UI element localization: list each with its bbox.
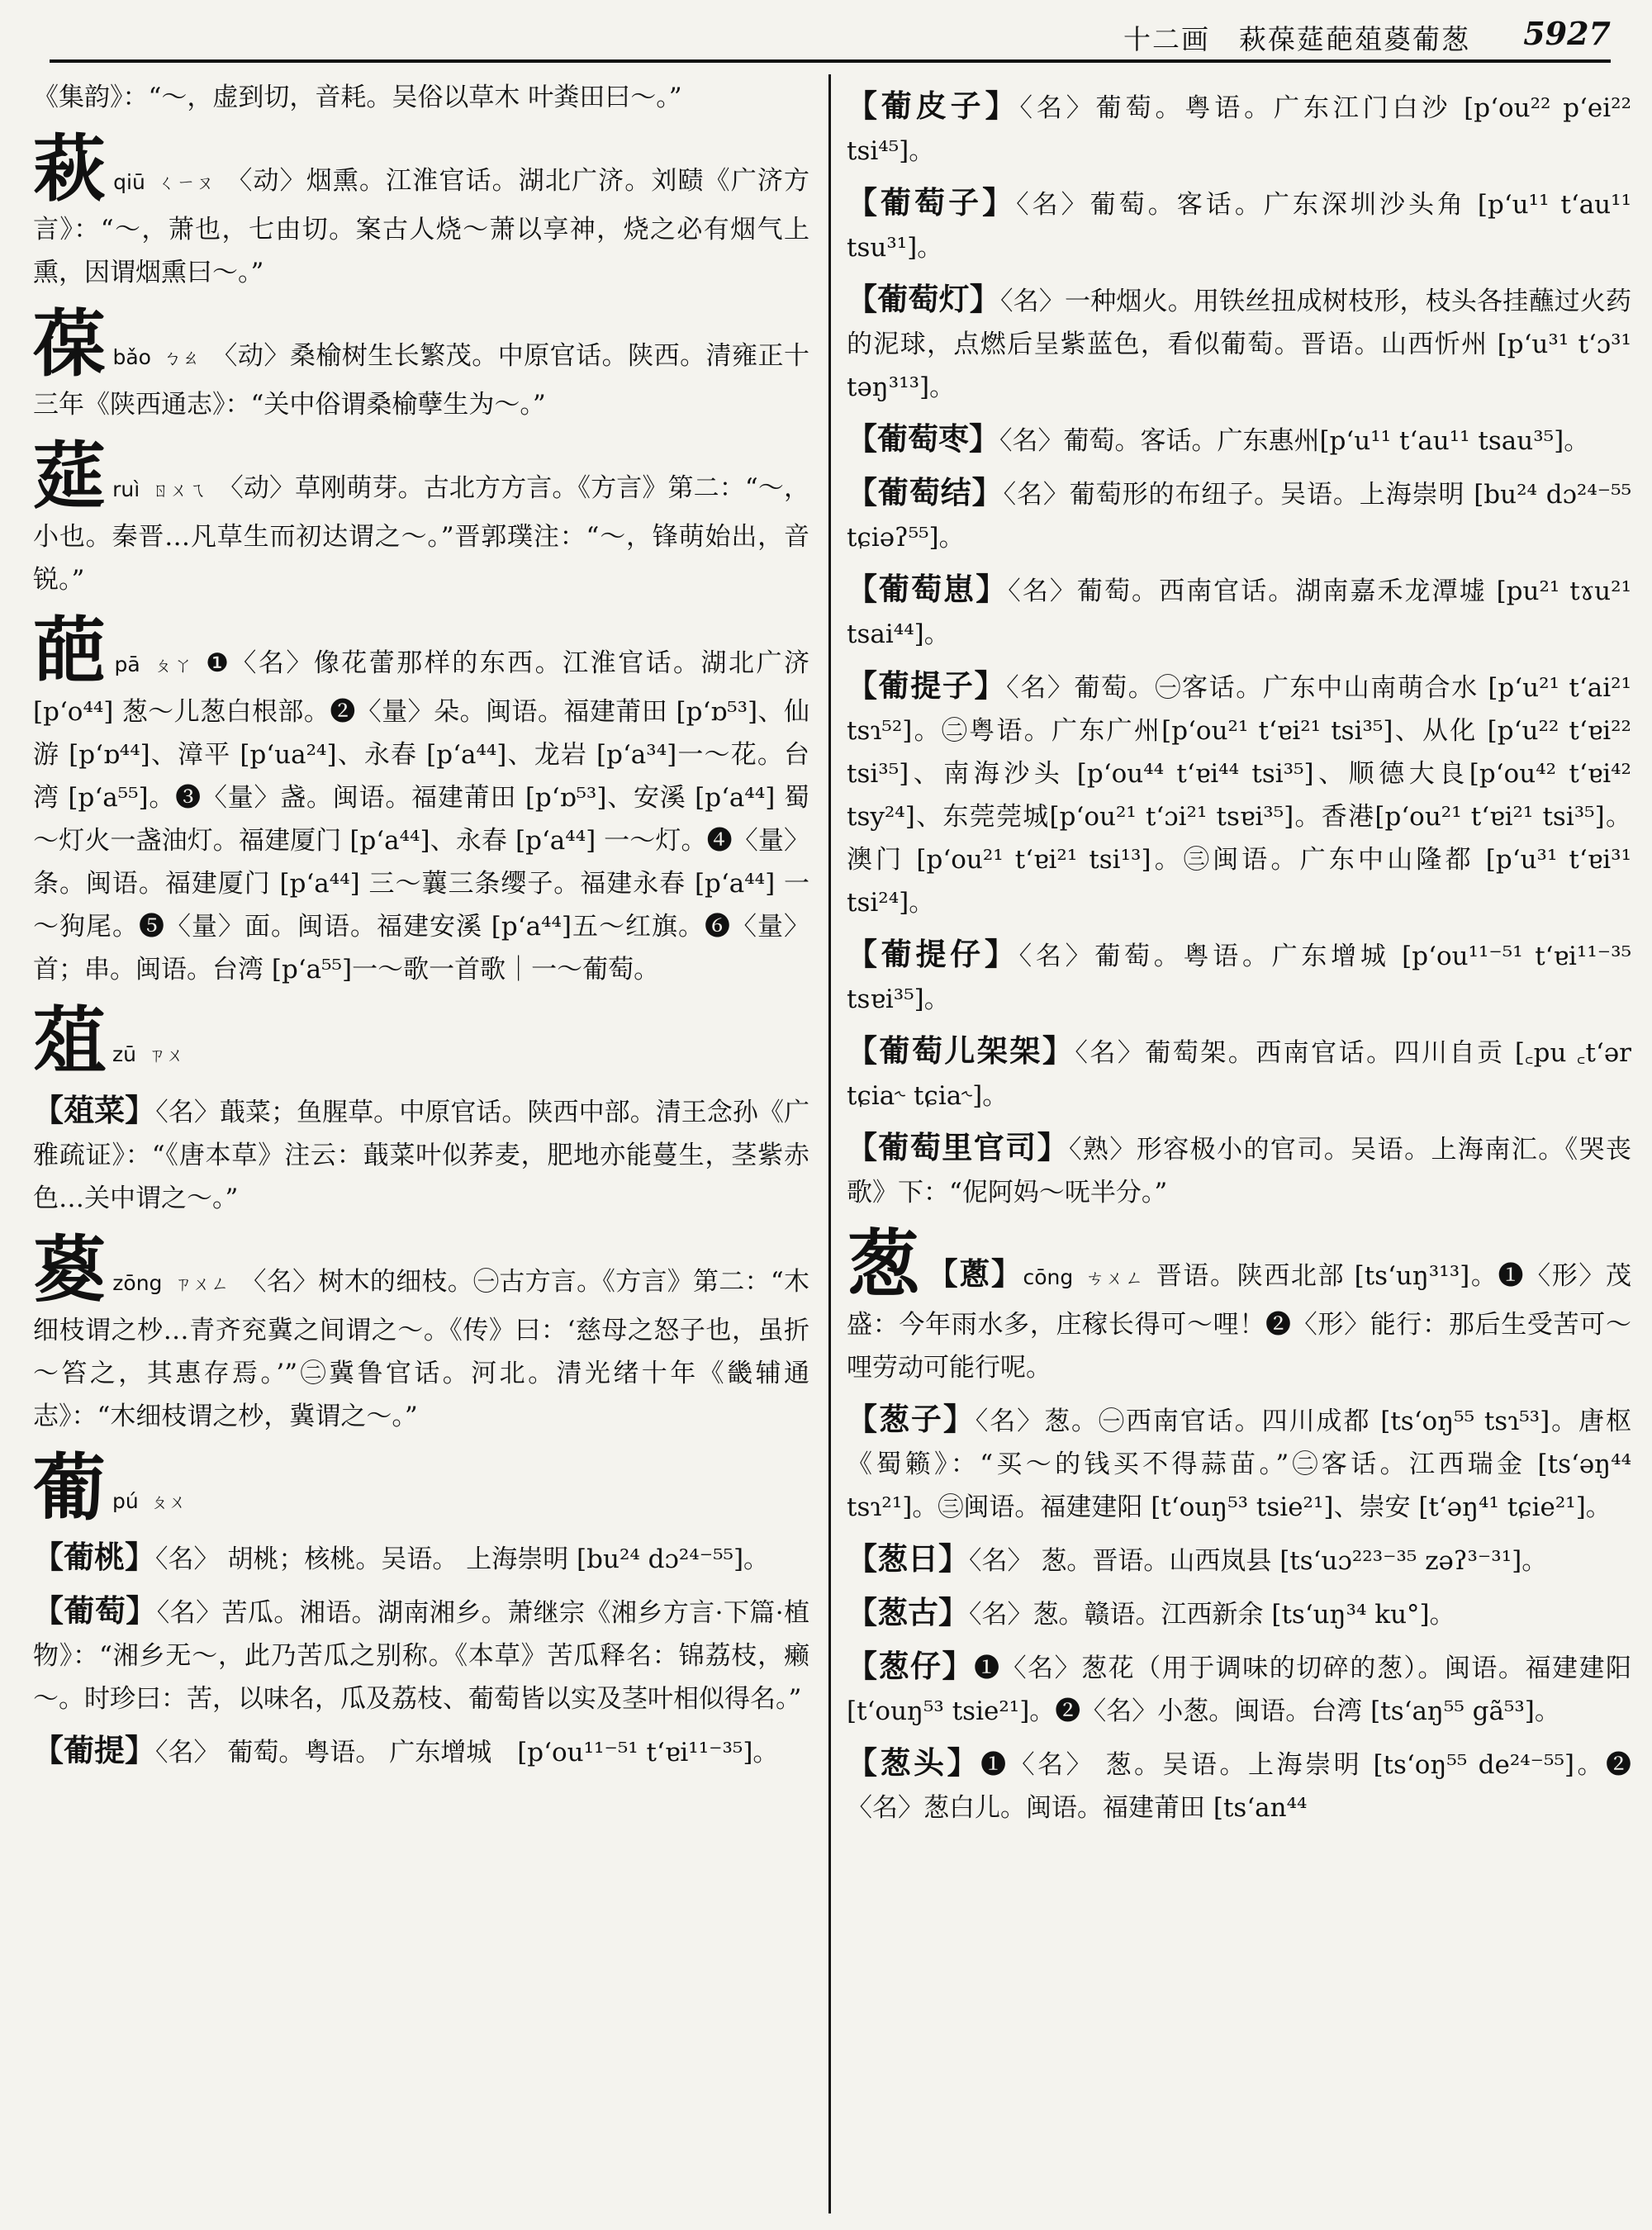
pinyin: qiū	[113, 170, 145, 194]
headchar: 葱	[847, 1221, 921, 1307]
entry-qiu	[33, 126, 809, 294]
definition: 〈动〉草刚萌芽。古北方方言。《方言》第二：“～，小也。秦晋…凡草生而初达谓之～。”晋郭璞注：“～，锋萌始出，音锐。”	[33, 473, 809, 595]
headchar: 葡	[33, 1445, 107, 1530]
zhuyin: ㄘㄨㄥ	[1085, 1269, 1145, 1289]
subentry-head: 【葡提仔】	[847, 936, 1019, 972]
subentry-definition: 〈名〉葡萄。粤语。广东江门白沙 [p‘ou²² p‘ei²² tsi⁴⁵]。	[847, 93, 1631, 166]
sub-entry	[33, 1535, 809, 1581]
right-column	[847, 76, 1631, 1834]
entry-cong	[847, 1221, 1631, 1389]
subentry-head: 【葡萄子】	[847, 184, 1017, 221]
subentry-definition: 〈名〉 葱。晋语。山西岚县 [ts‘uɔ²²³⁻³⁵ zəʔ³⁻³¹]。	[969, 1546, 1548, 1576]
subentry-head: 【葡萄里官司】	[847, 1129, 1069, 1165]
subentry-definition: 〈名〉葡萄架。西南官话。四川自贡 [꜀pu ꜀t‘ər tɕia˞ tɕia˞]。	[847, 1038, 1631, 1111]
subentry-head: 【葡皮子】	[847, 88, 1020, 124]
pinyin: zū	[112, 1042, 136, 1066]
zhuyin: ㄆㄨ	[150, 1492, 187, 1513]
sub-entry	[847, 278, 1631, 409]
subentry-definition: 〈名〉葡萄形的布纽子。吴语。上海崇明 [bu²⁴ dɔ²⁴⁻⁵⁵ tɕiəʔ⁵⁵]。	[847, 480, 1631, 553]
subentry-head: 【葡提】	[33, 1732, 155, 1768]
entry-rui	[33, 433, 809, 601]
definition: 〈动〉烟熏。江淮官话。湖北广济。刘赜《广济方言》：“～，萧也，七由切。案古人烧～萧以享神，烧之必有烟气上熏，因谓烟熏曰～。”	[33, 166, 809, 287]
continuation-text: 《集韵》：“～，虚到切，音耗。吴俗以草木 叶粪田曰～。”	[33, 83, 682, 112]
subentry-head: 【葱子】	[847, 1401, 976, 1437]
sub-entry	[847, 567, 1631, 656]
variant-char: 【蔥】	[927, 1255, 1023, 1292]
subentry-head: 【葡桃】	[33, 1539, 155, 1575]
subentry-head: 【葡萄灯】	[847, 281, 1000, 317]
entry-zong	[33, 1226, 809, 1438]
subentry-definition: 〈名〉葡萄。㊀客话。广东中山南萌合水 [p‘u²¹ t‘ai²¹ tsɿ⁵²]。㊁粤语。广东广州[p‘ou²¹ t‘ɐi²¹ tsi³⁵]、从化 [p‘u²² t‘ɐi²² tsi³⁵]、南海沙头 [p‘ou⁴⁴ t‘ɐi⁴⁴ tsi³⁵]、顺德大良[p‘ou⁴² t‘ɐi⁴² tsy²⁴]、东莞莞城[p‘ou²¹ t‘ɔi²¹ tsɐi³⁵]。香港[p‘ou²¹ t‘ɐi²¹ tsi³⁵]。澳门 [p‘ou²¹ t‘ɐi²¹ tsi¹³]。㊂闽语。广东中山隆都 [p‘u³¹ t‘ɐi³¹ tsi²⁴]。	[847, 673, 1631, 918]
definition: 〈动〉桑榆树生长繁茂。中原官话。陕西。清雍正十三年《陕西通志》：“关中俗谓桑榆孽生为～。”	[33, 341, 809, 420]
sub-entry	[33, 1589, 809, 1720]
subentry-definition: 〈名〉苦瓜。湘语。湖南湘乡。萧继宗《湘乡方言·下篇·植物》：“湘乡无～，此乃苦瓜之别称。《本草》苦瓜释名：锦荔枝，癞～。时珍曰：苦，以味名，瓜及荔枝、葡萄皆以实及茎叶相似得名。”	[33, 1598, 809, 1714]
sub-entry	[847, 664, 1631, 924]
page-header	[50, 0, 1611, 61]
subentry-definition: 〈名〉葡萄。客话。广东惠州[p‘u¹¹ t‘au¹¹ tsau³⁵]。	[999, 426, 1590, 456]
subentry-definition: 〈名〉葱。赣语。江西新余 [ts‘uŋ³⁴ ku°]。	[969, 1600, 1455, 1630]
pinyin: pú	[112, 1489, 139, 1513]
subentry-head: 【葱头】	[847, 1744, 981, 1781]
headchar: 葅	[33, 998, 107, 1084]
subentry-definition: 〈名〉一种烟火。用铁丝扭成树枝形，枝头各挂蘸过火药的泥球，点燃后呈紫蓝色，看似葡萄。晋语。山西忻州 [p‘u³¹ t‘ɔ³¹ təŋ³¹³]。	[847, 287, 1631, 402]
subentry-head: 【葡提子】	[847, 667, 1007, 704]
subentry-head: 【葡萄枣】	[847, 420, 999, 457]
subentry-definition: 〈名〉 葡萄。粤语。 广东增城 [p‘ou¹¹⁻⁵¹ t‘ɐi¹¹⁻³⁵]。	[155, 1738, 779, 1767]
subentry-head: 【葱仔】	[847, 1648, 975, 1684]
subentry-definition: 〈名〉葡萄。西南官话。湖南嘉禾龙潭墟 [pu²¹ tɤu²¹ tsai⁴⁴]。	[847, 576, 1631, 649]
page-number: 5927	[1523, 15, 1611, 52]
headchar: 葼	[33, 1226, 107, 1312]
entry-pa	[33, 608, 809, 991]
subentry-head: 【葡萄儿架架】	[847, 1032, 1075, 1069]
sub-entry	[847, 932, 1631, 1021]
zhuyin: ㄅㄠ	[162, 349, 201, 369]
subentry-definition: ❶〈名〉 葱。吴语。上海崇明 [ts‘oŋ⁵⁵ de²⁴⁻⁵⁵]。❷〈名〉葱白儿。闽语。福建莆田 [ts‘an⁴⁴	[847, 1750, 1631, 1823]
subentry-head: 【葡萄】	[33, 1592, 157, 1629]
subentry-definition: 〈名〉蕺菜；鱼腥草。中原官话。陕西中部。清王念孙《广雅疏证》：“《唐本草》注云：蕺菜叶似荞麦，肥地亦能蔓生，茎紫赤色…关中谓之～。”	[33, 1098, 809, 1213]
subentry-head: 【葡萄结】	[847, 474, 1004, 510]
sub-entry	[847, 417, 1631, 463]
sub-entry	[847, 84, 1631, 173]
subentry-definition: 〈熟〉形容极小的官司。吴语。上海南汇。《哭丧歌》下：“伲阿妈～呒半分。”	[847, 1135, 1631, 1208]
sub-entry	[847, 1741, 1631, 1829]
subentry-head: 【葡萄崽】	[847, 571, 1009, 607]
zhuyin: ㄆㄚ	[151, 656, 195, 676]
sub-entry	[847, 1537, 1631, 1582]
subentry-head: 【葱古】	[847, 1594, 969, 1630]
headchar: 萩	[33, 126, 107, 211]
subentry-definition: ❶〈名〉葱花（用于调味的切碎的葱）。闽语。福建建阳 [t‘ouŋ⁵³ tsie²¹]。❷〈名〉小葱。闽语。台湾 [ts‘aŋ⁵⁵ gã⁵³]。	[847, 1654, 1631, 1726]
entry-zu	[33, 998, 809, 1084]
header-title: 十二画 萩葆莚葩葅葼葡葱	[1123, 23, 1470, 55]
headchar: 莚	[33, 433, 107, 519]
zhuyin: ㄑㄧㄡ	[156, 173, 216, 194]
sub-entry	[33, 1729, 809, 1774]
sub-entry	[847, 1126, 1631, 1214]
sub-entry	[847, 1397, 1631, 1529]
header-rule	[50, 59, 1611, 63]
entry-pu	[33, 1445, 809, 1530]
sub-entry	[847, 1029, 1631, 1117]
subentry-head: 【葱日】	[847, 1540, 969, 1577]
sub-entry	[847, 471, 1631, 559]
subentry-definition: 〈名〉葱。㊀西南官话。四川成都 [ts‘oŋ⁵⁵ tsɿ⁵³]。唐枢《蜀籁》：“买～的钱买不得蒜苗。”㊁客话。江西瑞金 [ts‘əŋ⁴⁴ tsɿ²¹]。㊂闽语。福建建阳 [t‘ouŋ⁵³ tsie²¹]、崇安 [t‘əŋ⁴¹ tɕie²¹]。	[847, 1407, 1631, 1522]
definition: 〈名〉树木的细枝。㊀古方言。《方言》第二：“木细枝谓之杪…青齐兖冀之间谓之～。《传》曰：‘慈母之怒子也，虽折～笞之，其惠存焉。’”㊁冀鲁官话。河北。清光绪十年《畿辅通志》：“木细枝谓之杪，冀谓之～。”	[33, 1267, 809, 1431]
pinyin: zōng	[112, 1271, 163, 1295]
entry-bao	[33, 301, 809, 426]
subentry-definition: 〈名〉 胡桃；核桃。吴语。 上海崇明 [bu²⁴ dɔ²⁴⁻⁵⁵]。	[155, 1544, 770, 1574]
subentry-definition: 〈名〉葡萄。客话。广东深圳沙头角 [p‘u¹¹ t‘au¹¹ tsu³¹]。	[847, 190, 1631, 263]
sub-entry	[847, 1644, 1631, 1733]
pinyin: cōng	[1023, 1265, 1074, 1289]
zhuyin: ㄗㄨㄥ	[173, 1274, 230, 1295]
zhuyin: ㄗㄨ	[147, 1046, 184, 1066]
subentry-definition: 〈名〉葡萄。粤语。广东增城 [p‘ou¹¹⁻⁵¹ t‘ɐi¹¹⁻³⁵ tsɐi³⁵]。	[847, 942, 1631, 1014]
left-column	[33, 76, 809, 1779]
column-divider	[828, 74, 831, 2213]
definition: 晋语。陕西北部 [ts‘uŋ³¹³]。❶〈形〉茂盛：今年雨水多，庄稼长得可～哩！❷〈形〉能行：那后生受苦可～哩劳动可能行呢。	[847, 1261, 1631, 1383]
definition: ❶〈名〉像花蕾那样的东西。江淮官话。湖北广济 [p‘o⁴⁴] 葱～儿葱白根部。❷〈量〉朵。闽语。福建莆田 [p‘ɒ⁵³]、仙游 [p‘ɒ⁴⁴]、漳平 [p‘ua²⁴]、永春 [p‘a⁴⁴]、龙岩 [p‘a³⁴]一～花。台湾 [p‘a⁵⁵]。❸〈量〉盏。闽语。福建莆田 [p‘ɒ⁵³]、安溪 [p‘a⁴⁴] 蜀～灯火一盏油灯。福建厦门 [p‘a⁴⁴]、永春 [p‘a⁴⁴] 一～灯。❹〈量〉条。闽语。福建厦门 [p‘a⁴⁴] 三～蘘三条缨子。福建永春 [p‘a⁴⁴] 一～狗尾。❺〈量〉面。闽语。福建安溪 [p‘a⁴⁴]五～红旗。❻〈量〉首；串。闽语。台湾 [p‘a⁵⁵]一～歌一首歌｜一～葡萄。	[33, 648, 809, 985]
sub-entry	[847, 1591, 1631, 1636]
subentry-head: 【葅菜】	[33, 1092, 156, 1128]
sub-entry	[847, 181, 1631, 269]
headchar: 葆	[33, 301, 107, 387]
pinyin: ruì	[112, 477, 140, 501]
zhuyin: ㄖㄨㄟ	[151, 481, 206, 501]
pinyin: pā	[114, 652, 140, 676]
headchar: 葩	[33, 608, 108, 694]
sub-entry	[33, 1089, 809, 1220]
pinyin: bǎo	[112, 345, 151, 369]
